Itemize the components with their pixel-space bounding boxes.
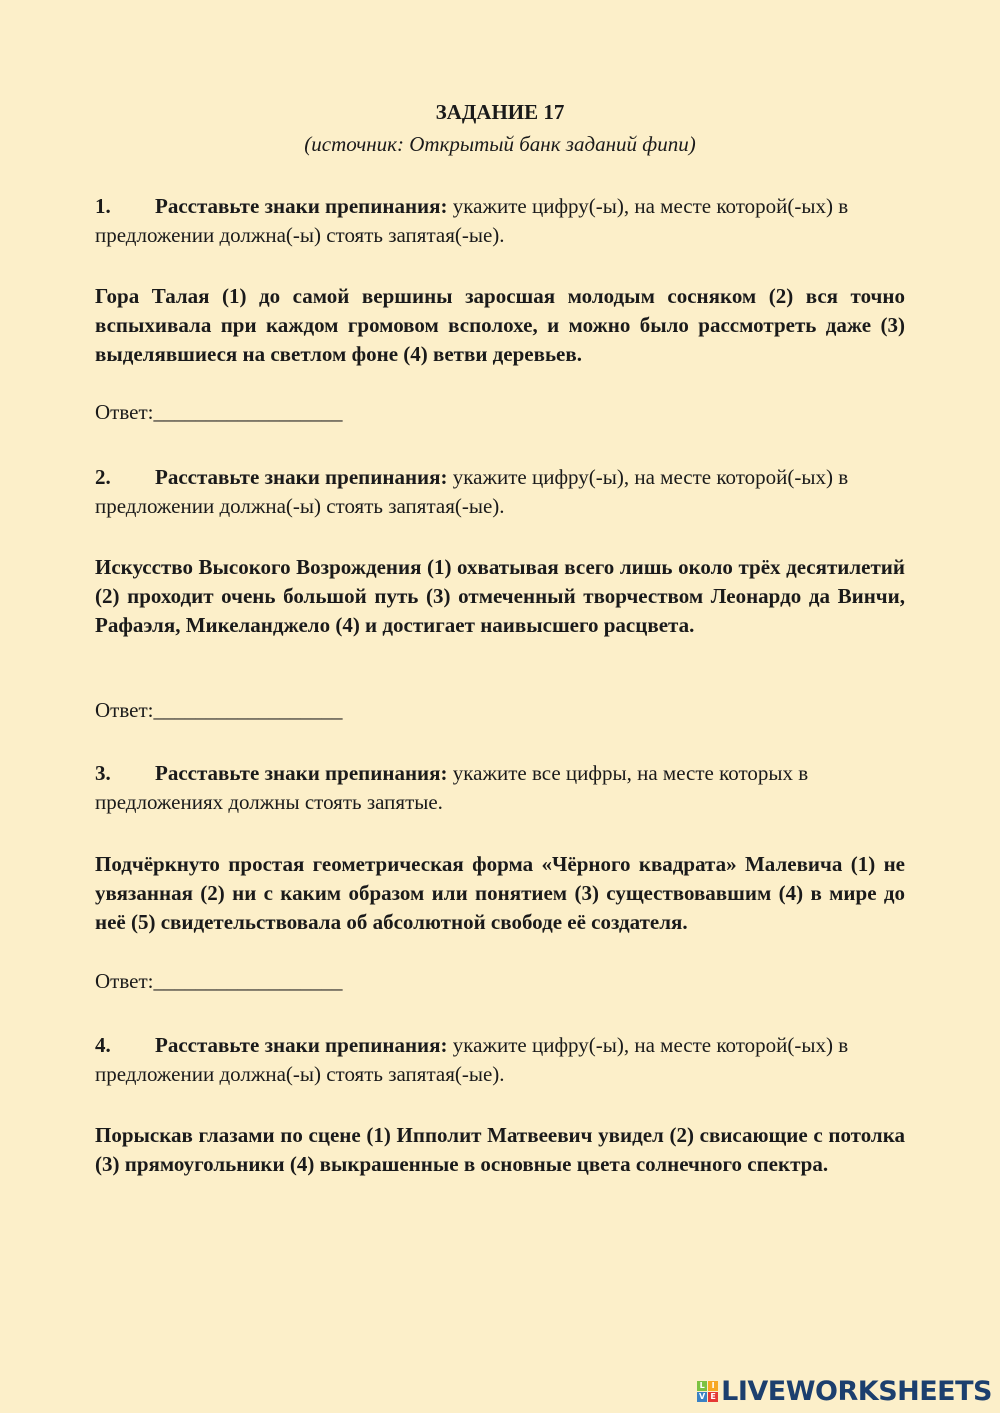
page-title: ЗАДАНИЕ 17 bbox=[435, 100, 565, 124]
logo-text: LIVEWORKSHEETS bbox=[721, 1376, 992, 1407]
task-2-sentence: Искусство Высокого Возрождения (1) охватывая всего лишь около трёх десятилетий (2) проходит очень большой путь (3) отмеченный творчеством Леонардо да Винчи, Рафаэля, Микеланджело (4) и достигает наивысшего расцвета. bbox=[95, 555, 905, 637]
task-4-sentence: Порыскав глазами по сцене (1) Ипполит Матвеевич увидел (2) свисающие с потолка (3) прямоугольники (4) выкрашенные в основные цвета солнечного спектра. bbox=[95, 1123, 905, 1176]
task-1-instruction bbox=[95, 192, 905, 250]
page-subtitle: (источник: Открытый банк заданий фипи) bbox=[304, 132, 696, 156]
logo-cubes-icon: L I V E bbox=[697, 1381, 718, 1402]
instruction-text: укажите цифру(-ы), на месте которой(-ых) в предложении должна(-ы) стоять запятая(-ые). bbox=[95, 465, 849, 518]
task-1-sentence: Гора Талая (1) до самой вершины заросшая молодым сосняком (2) вся точно вспыхивала при каждом громовом всполохе, и можно было рассмотреть даже (3) выделявшиеся на светлом фоне (4) ветви деревьев. bbox=[95, 284, 905, 366]
task-1-answer-field[interactable]: Ответ:__________________ bbox=[95, 400, 343, 424]
task-2-instruction bbox=[95, 463, 905, 521]
task-3-sentence: Подчёркнуто простая геометрическая форма «Чёрного квадрата» Малевича (1) не увязанная (2) ни с каким образом или понятием (3) существовавшим (4) в мире до неё (5) свидетельствовала об абсолютной свободе её создателя. bbox=[95, 852, 905, 934]
task-4-instruction bbox=[95, 1031, 905, 1089]
task-3-answer-field[interactable]: Ответ:__________________ bbox=[95, 969, 343, 993]
instruction-text: укажите все цифры, на месте которых в предложениях должны стоять запятые. bbox=[95, 761, 809, 814]
instruction-bold: Расставьте знаки препинания: bbox=[155, 465, 448, 489]
instruction-text: укажите цифру(-ы), на месте которой(-ых) в предложении должна(-ы) стоять запятая(-ые). bbox=[95, 194, 849, 247]
instruction-text: укажите цифру(-ы), на месте которой(-ых) в предложении должна(-ы) стоять запятая(-ые). bbox=[95, 1033, 849, 1086]
liveworksheets-logo bbox=[697, 1376, 992, 1407]
instruction-bold: Расставьте знаки препинания: bbox=[155, 761, 448, 785]
instruction-bold: Расставьте знаки препинания: bbox=[155, 1033, 448, 1057]
task-3-instruction bbox=[95, 759, 905, 817]
task-number: 2. bbox=[95, 465, 111, 489]
task-2-answer-field[interactable]: Ответ:__________________ bbox=[95, 698, 343, 722]
task-number: 4. bbox=[95, 1033, 111, 1057]
task-number: 1. bbox=[95, 194, 111, 218]
instruction-bold: Расставьте знаки препинания: bbox=[155, 194, 448, 218]
task-number: 3. bbox=[95, 761, 111, 785]
